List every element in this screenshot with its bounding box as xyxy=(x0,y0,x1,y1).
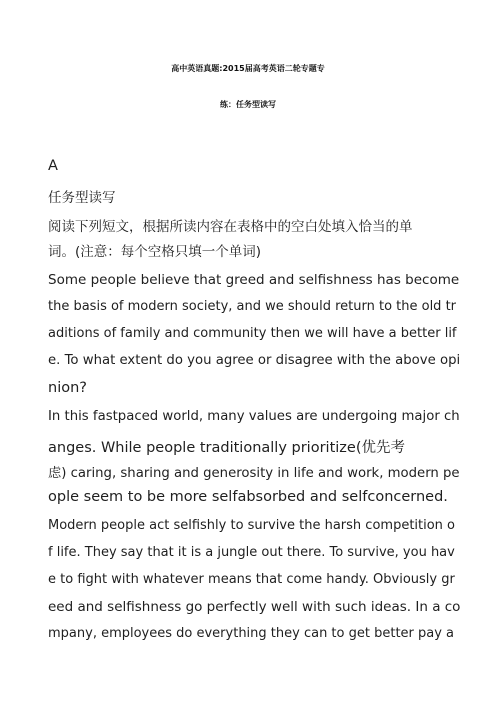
paragraph-line: 虑) caring, sharing and generosity in life and work, modern pe xyxy=(48,466,460,481)
paragraph-line: aditions of family and community then we will have a better lif xyxy=(48,326,457,341)
paragraph-line: f life. They say that it is a jungle out there. To survive, you hav xyxy=(48,545,455,560)
paragraph-line: nion? xyxy=(48,380,87,396)
paragraph-line: In this fastpaced world, many values are undergoing major ch xyxy=(48,409,460,424)
paragraph-line: ople seem to be more selfabsorbed and selfconcerned. xyxy=(48,489,448,505)
paragraph-line: the basis of modern society, and we should return to the old tr xyxy=(48,299,457,314)
instruction-line-2: 词。(注意：每个空格只填一个单词) xyxy=(48,244,262,260)
paragraph-line: e. To what extent do you agree or disagree with the above opi xyxy=(48,353,461,368)
instruction-line-1: 阅读下列短文，根据所读内容在表格中的空白处填入恰当的单 xyxy=(48,219,413,235)
paragraph-line: eed and selfishness go perfectly well with such ideas. In a co xyxy=(48,599,461,615)
paragraph-line: mpany, employees do everything they can to get better pay a xyxy=(48,626,455,641)
document-title-line-1: 高中英语真题:2015届高考英语二轮专题专 xyxy=(171,64,325,73)
paragraph-line: Modern people act selfishly to survive the harsh competition o xyxy=(48,518,456,533)
paragraph-line: e to fight with whatever means that come handy. Obviously gr xyxy=(48,572,455,587)
paragraph-line: Some people believe that greed and selfishness has become xyxy=(48,272,460,288)
section-heading: 任务型读写 xyxy=(48,190,116,206)
paragraph-line: anges. While people traditionally prioritize(优先考 xyxy=(48,440,405,456)
document-title-line-2: 练：任务型读写 xyxy=(220,100,276,109)
section-label: A xyxy=(48,158,58,174)
